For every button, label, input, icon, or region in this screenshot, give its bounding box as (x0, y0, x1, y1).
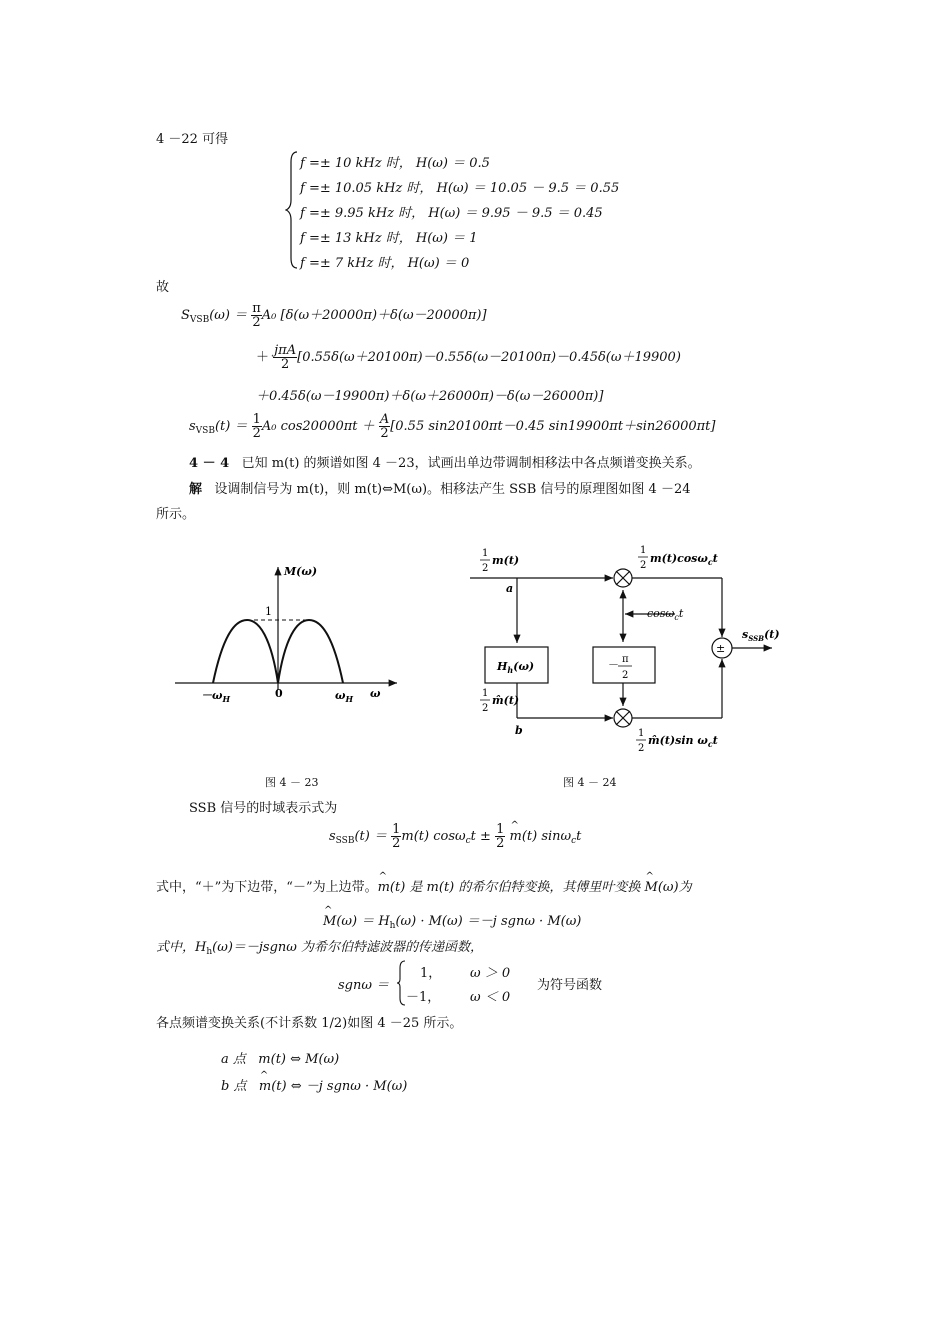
problem-statement: 4 － 4 已知 m(t) 的频谱如图 4 －23，试画出单边带调制相移法中各点频谱变换关系。 (189, 456, 701, 471)
case-line-3: f =± 9.95 kHz 时， H(ω) ＝ 9.95 － 9.5 ＝ 0.45 (300, 206, 603, 221)
zero-label: 0 (275, 687, 283, 700)
point-b: b (515, 724, 523, 737)
right-lobe (278, 620, 343, 683)
ssb-equation: $s_{SSB}(t)$ ＝ $\frac{1}{2}$ m(t) cosω$_c$t ± $\frac{1}{2}$ ^ m(t) sinω$_c$t (329, 823, 581, 850)
output-signal: $s_{SSB}(t)$ (742, 628, 780, 643)
sgn-case-1b: ω ＞ 0 (470, 966, 511, 981)
solution-line-1: 解 设调制信号为 m(t)，则 m(t)⇔M(ω)。相移法产生 SSB 信号的原理图如图 4 －24 (189, 482, 691, 497)
in-frac-num: 1 (482, 548, 489, 559)
sgn-case-2b: ω ＜ 0 (470, 990, 511, 1005)
sgn-case-1a: 1， (420, 966, 442, 981)
figure-4-24 (460, 540, 790, 755)
cos-label: cosω$_c$t (647, 607, 684, 622)
svsb-line-2: ＋ $\frac{\text{jπA}}{2}$ [0.55δ(ω＋20100π)－0.55δ(ω－20100π)－0.45δ(ω＋19900) (256, 343, 681, 372)
sgn-brace (396, 960, 406, 1006)
para-3: 各点频谱变换关系(不计系数 1/2)如图 4 －25 所示。 (156, 1016, 463, 1031)
sgn-case-2a: －1， (406, 990, 441, 1005)
one-label: 1 (265, 605, 272, 618)
fig23-caption: 图 4 － 23 (265, 776, 319, 789)
svsb-time-eq: $s_{VSB}(t)$ ＝ $\frac{1}{2}$ A₀ cos20000πt ＋ $\frac{A}{2}$ [0.55 sin20100πt－0.45 sin19900πt＋sin26000πt] (189, 412, 716, 441)
adder-sign: ± (716, 642, 726, 655)
b-signal: m̂(t) (492, 694, 520, 707)
cases-brace (285, 150, 299, 270)
case-line-4: f =± 13 kHz 时， H(ω) ＝ 1 (300, 231, 478, 246)
intro-text: 4 －22 可得 (156, 132, 229, 147)
b-frac-den: 2 (482, 703, 489, 714)
top-signal: m(t)cosω$_c$t (650, 552, 718, 567)
svsb-line-1: $S_{VSB}(\omega)$ ＝ $\frac{\pi}{2}$ A₀ [δ(ω＋20000π)＋δ(ω－20000π)] (181, 301, 487, 330)
fig24-caption: 图 4 － 24 (563, 776, 617, 789)
hilbert-label: $H_h(\omega)$ (497, 660, 535, 675)
solution-line-2: 所示。 (156, 507, 196, 522)
gu-text: 故 (156, 280, 170, 295)
b-frac-num: 1 (482, 688, 489, 699)
omega-label: ω (370, 687, 381, 700)
neg-wh-label: $-\omega_H$ (201, 689, 231, 704)
figure-4-23 (165, 555, 425, 715)
case-line-2: f =± 10.05 kHz 时， H(ω) ＝ 10.05 － 9.5 ＝ 0.55 (300, 181, 620, 196)
svsb-line-3: ＋0.45δ(ω－19900π)＋δ(ω＋26000π)－δ(ω－26000π)] (256, 389, 604, 404)
pos-wh-label: $\omega_H$ (335, 689, 354, 704)
ylabel: M(ω) (284, 565, 318, 578)
phase-minus: － (608, 658, 619, 671)
fourier-equation: ^ $M(\omega) = H_h(\omega) \cdot M(\omega) =-j$ sgnω · M(ω) (323, 910, 581, 931)
phase-den: 2 (622, 670, 629, 681)
bot-frac-den: 2 (638, 743, 645, 754)
bottom-signal: m̂(t)sin $\omega_ct$ (648, 734, 718, 749)
in-signal: m(t) (492, 554, 520, 567)
in-frac-den: 2 (482, 563, 489, 574)
phase-num: π (622, 654, 629, 665)
point-a-relation: a 点 m(t) ⇔ M(ω) (221, 1052, 340, 1067)
sgn-lhs: sgnω ＝ (338, 978, 390, 993)
sgn-note: 为符号函数 (537, 978, 603, 993)
left-lobe (213, 620, 278, 683)
para-2: 式中，$H_h(\omega)=-jsgn\omega$ 为希尔伯特滤波器的传递函数， (156, 940, 484, 957)
top-frac-den: 2 (640, 560, 647, 571)
case-line-5: f =± 7 kHz 时， H(ω) ＝ 0 (300, 256, 470, 271)
top-frac-num: 1 (640, 545, 647, 556)
bot-frac-num: 1 (638, 728, 645, 739)
point-b-relation: b 点 ^ m(t) ⇔ －j sgnω · M(ω) (221, 1075, 407, 1094)
ssb-intro: SSB 信号的时域表示式为 (189, 801, 338, 816)
para-1: 式中，“＋”为下边带，“－”为上边带。^ m(t) 是 m(t) 的希尔伯特变换，其傅里叶变换 ^ M(ω)为 (156, 876, 692, 895)
case-line-1: f =± 10 kHz 时， H(ω) ＝ 0.5 (300, 156, 490, 171)
point-a: a (506, 582, 514, 595)
